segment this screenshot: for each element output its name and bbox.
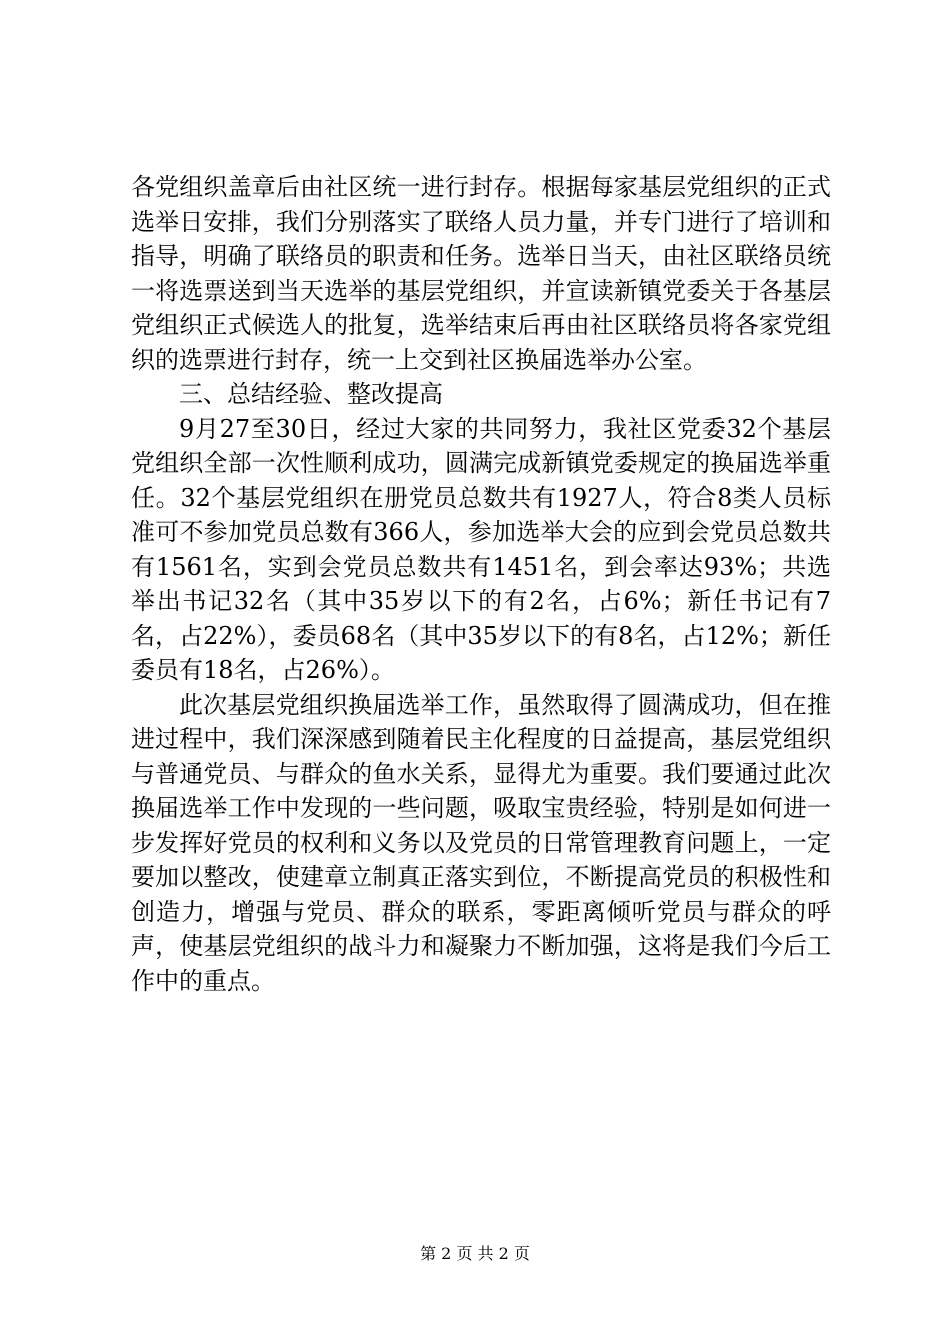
section-heading: 三、总结经验、整改提高 [179, 380, 443, 408]
paragraph-election-results: 9月27至30日，经过大家的共同努力，我社区党委32个基层党组织全部一次性顺利成功，圆满完成新镇党委规定的换届选举重任。32个基层党组织在册党员总数共有1927人，符合8类人员标准可不参加党员总数有366人，参加选举大会的应到会党员总数共有1561名，实到会党员总数共有1451名，到会率达93%；共选举出书记32名（其中35岁以下的有2名，占6%；新任书记有7名，占22%），委员68名（其中35岁以下的有8名，占12%；新任委员有18名，占26%）。 [131, 414, 831, 684]
paragraph-summary: 此次基层党组织换届选举工作，虽然取得了圆满成功，但在推进过程中，我们深深感到随着民主化程度的日益提高，基层党组织与普通党员、与群众的鱼水关系，显得尤为重要。我们要通过此次换届选举工作中发现的一些问题，吸取宝贵经验，特别是如何进一步发挥好党员的权利和义务以及党员的日常管理教育问题上，一定要加以整改，使建章立制真正落实到位，不断提高党员的积极性和创造力，增强与党员、群众的联系，零距离倾听党员与群众的呼声，使基层党组织的战斗力和凝聚力不断加强，这将是我们今后工作中的重点。 [131, 690, 831, 995]
page-footer: 第 2 页 共 2 页 [420, 1244, 530, 1263]
document-body [131, 170, 831, 998]
paragraph-continuation: 各党组织盖章后由社区统一进行封存。根据每家基层党组织的正式选举日安排，我们分别落实了联络人员力量，并专门进行了培训和指导，明确了联络员的职责和任务。选举日当天，由社区联络员统一将选票送到当天选举的基层党组织，并宣读新镇党委关于各基层党组织正式候选人的批复，选举结束后再由社区联络员将各家党组织的选票进行封存，统一上交到社区换届选举办公室。 [131, 173, 831, 374]
